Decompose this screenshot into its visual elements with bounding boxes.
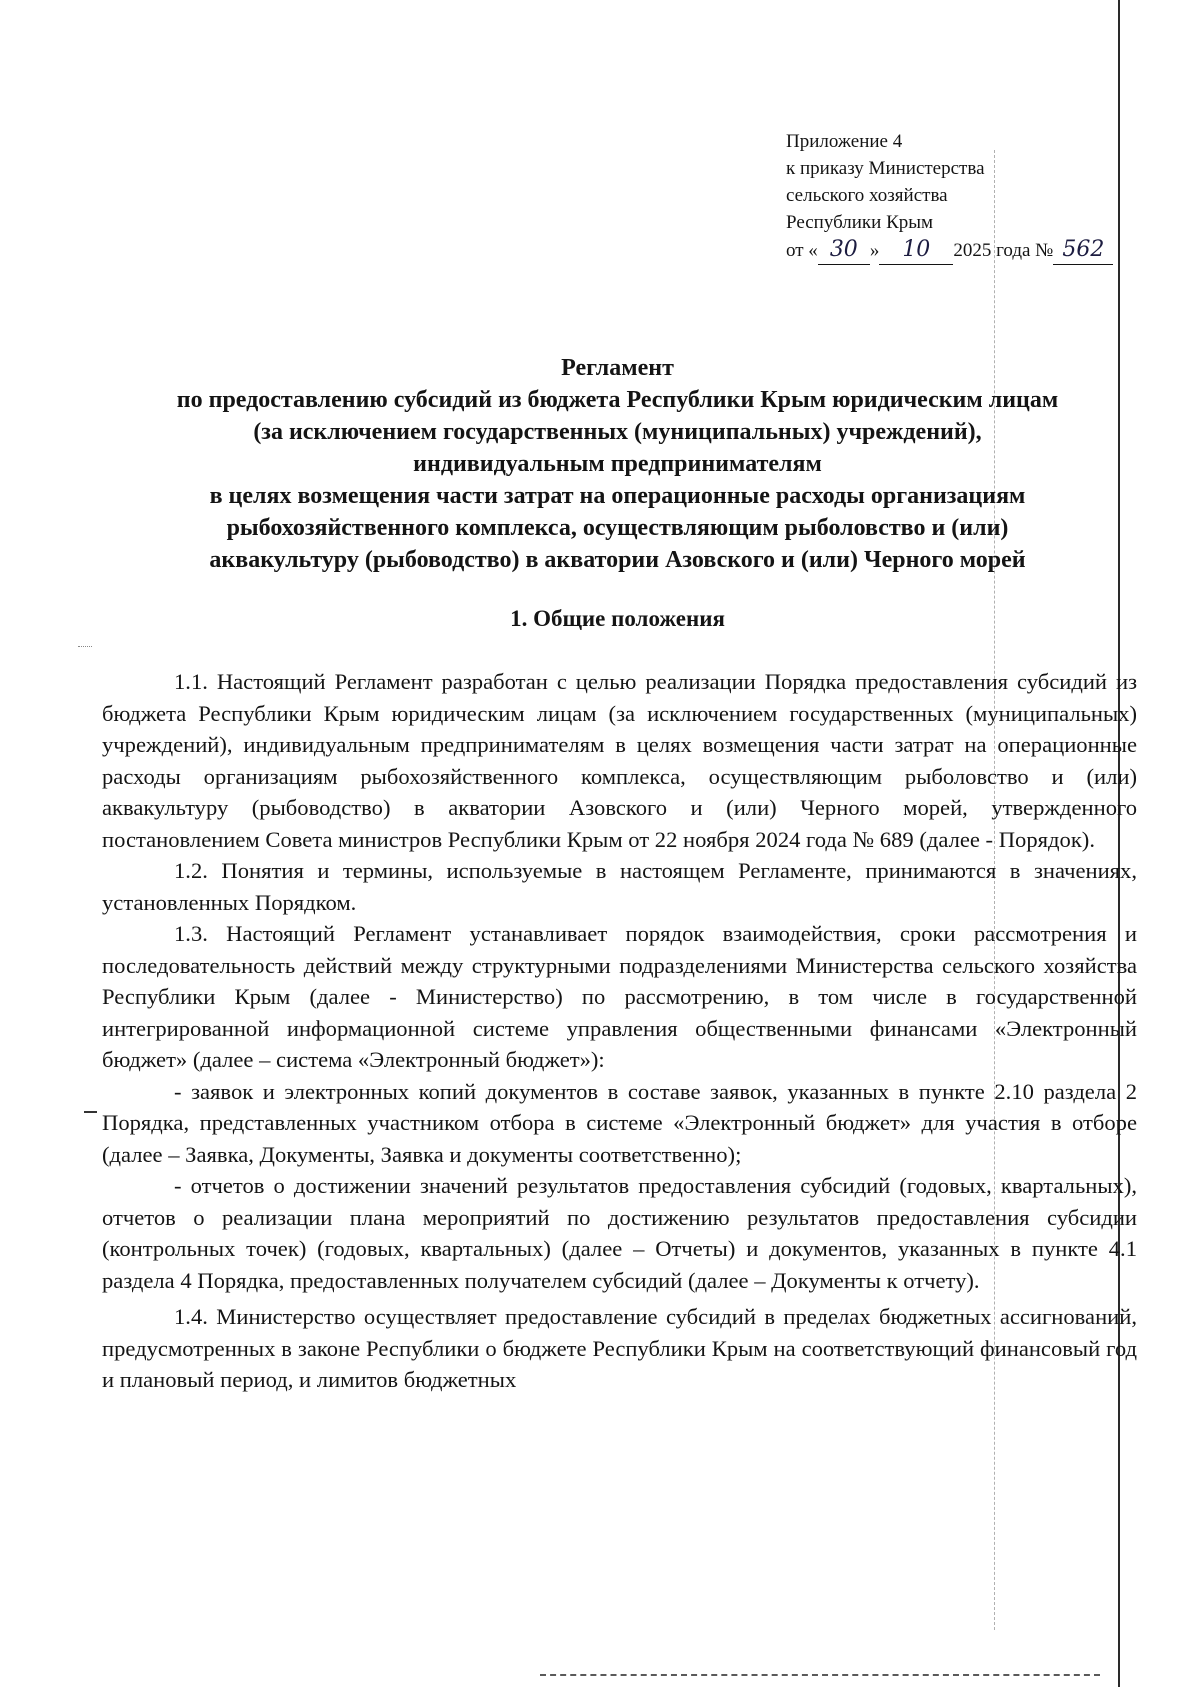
date-day-field [818, 236, 870, 265]
list-item-applications: - заявок и электронных копий документов в составе заявок, указанных в пункте 2.10 раздела 2 Порядка, представленных участником отбора в системе «Электронный бюджет» для участия в отборе (далее – Заявка, Документы, Заявка и документы соответственно); [102, 1078, 1137, 1167]
attachment-line-2: к приказу Министерства [786, 158, 985, 179]
title-line-3: индивидуальным предпринимателям [413, 451, 822, 477]
title-line-2: (за исключением государственных (муниципальных) учреждений), [253, 419, 982, 445]
date-day-handwritten: 30 [829, 237, 858, 262]
scan-bottom-artifact [540, 1674, 1100, 1676]
attachment-block [786, 128, 1113, 265]
date-month-handwritten: 10 [902, 237, 931, 262]
order-number-field [1053, 236, 1113, 265]
date-mid: » [869, 240, 880, 261]
paragraph-1-2: 1.2. Понятия и термины, используемые в настоящем Регламенте, принимаются в значениях, установленных Порядком. [102, 858, 1137, 915]
title-line-6: аквакультуру (рыбоводство) в акватории Азовского и (или) Черного морей [209, 547, 1026, 573]
title-line-1: по предоставлению субсидий из бюджета Республики Крым юридическим лицам [176, 387, 1059, 413]
section-heading: 1. Общие положения [510, 606, 725, 631]
section-body [102, 666, 1137, 1396]
list-item-reports: - отчетов о достижении значений результатов предоставления субсидий (годовых, квартальных), отчетов о реализации плана мероприятий по достижению результатов предоставления субсидии (контрольных точек) (годовых, квартальных) (далее – Отчеты) и документов, указанных в пункте 4.1 раздела 4 Порядка, предоставленных получателем субсидий (далее – Документы к отчету). [102, 1173, 1137, 1293]
attachment-line-4: Республики Крым [786, 212, 934, 233]
paragraph-1-1: 1.1. Настоящий Регламент разработан с целью реализации Порядка предоставления субсидий из бюджета Республики Крым юридическим лицам (за исключением государственных (муниципальных) учреждений), индивидуальным предпринимателям в целях возмещения части затрат на операционные расходы организациям рыбохозяйственного комплекса, осуществляющим рыболовство и (или) аквакультуру (рыбоводство) в акватории Азовского и (или) Черного морей, утвержденного постановлением Совета министров Республики Крым от 22 ноября 2024 года № 689 (далее - Порядок). [102, 669, 1137, 852]
paragraph-1-3: 1.3. Настоящий Регламент устанавливает порядок взаимодействия, сроки рассмотрения и последовательность действий между структурными подразделениями Министерства сельского хозяйства Республики Крым (далее - Министерство) по рассмотрению, в том числе в государственной интегрированной информационной системе управления общественными финансами «Электронный бюджет» (далее – система «Электронный бюджет»): [102, 921, 1137, 1072]
date-prefix: от « [786, 240, 818, 261]
attachment-date-line [786, 236, 1113, 265]
margin-dash-mark [84, 1111, 97, 1113]
title-line-5: рыбохозяйственного комплекса, осуществляющим рыболовство и (или) [226, 515, 1009, 541]
title-line-4: в целях возмещения части затрат на операционные расходы организациям [209, 483, 1026, 509]
attachment-line-1: Приложение 4 [786, 131, 903, 152]
attachment-line-3: сельского хозяйства [786, 185, 948, 206]
date-month-field [879, 236, 953, 265]
title-heading: Регламент [561, 355, 674, 381]
order-number-handwritten: 562 [1062, 237, 1105, 262]
date-year: 2025 года № [953, 240, 1054, 261]
paragraph-1-4: 1.4. Министерство осуществляет предоставление субсидий в пределах бюджетных ассигнований, предусмотренных в законе Республики о бюджете Республики Крым на соответствующий финансовый год и плановый период, и лимитов бюджетных [102, 1304, 1137, 1392]
margin-speck [78, 646, 92, 647]
document-title [100, 352, 1135, 576]
